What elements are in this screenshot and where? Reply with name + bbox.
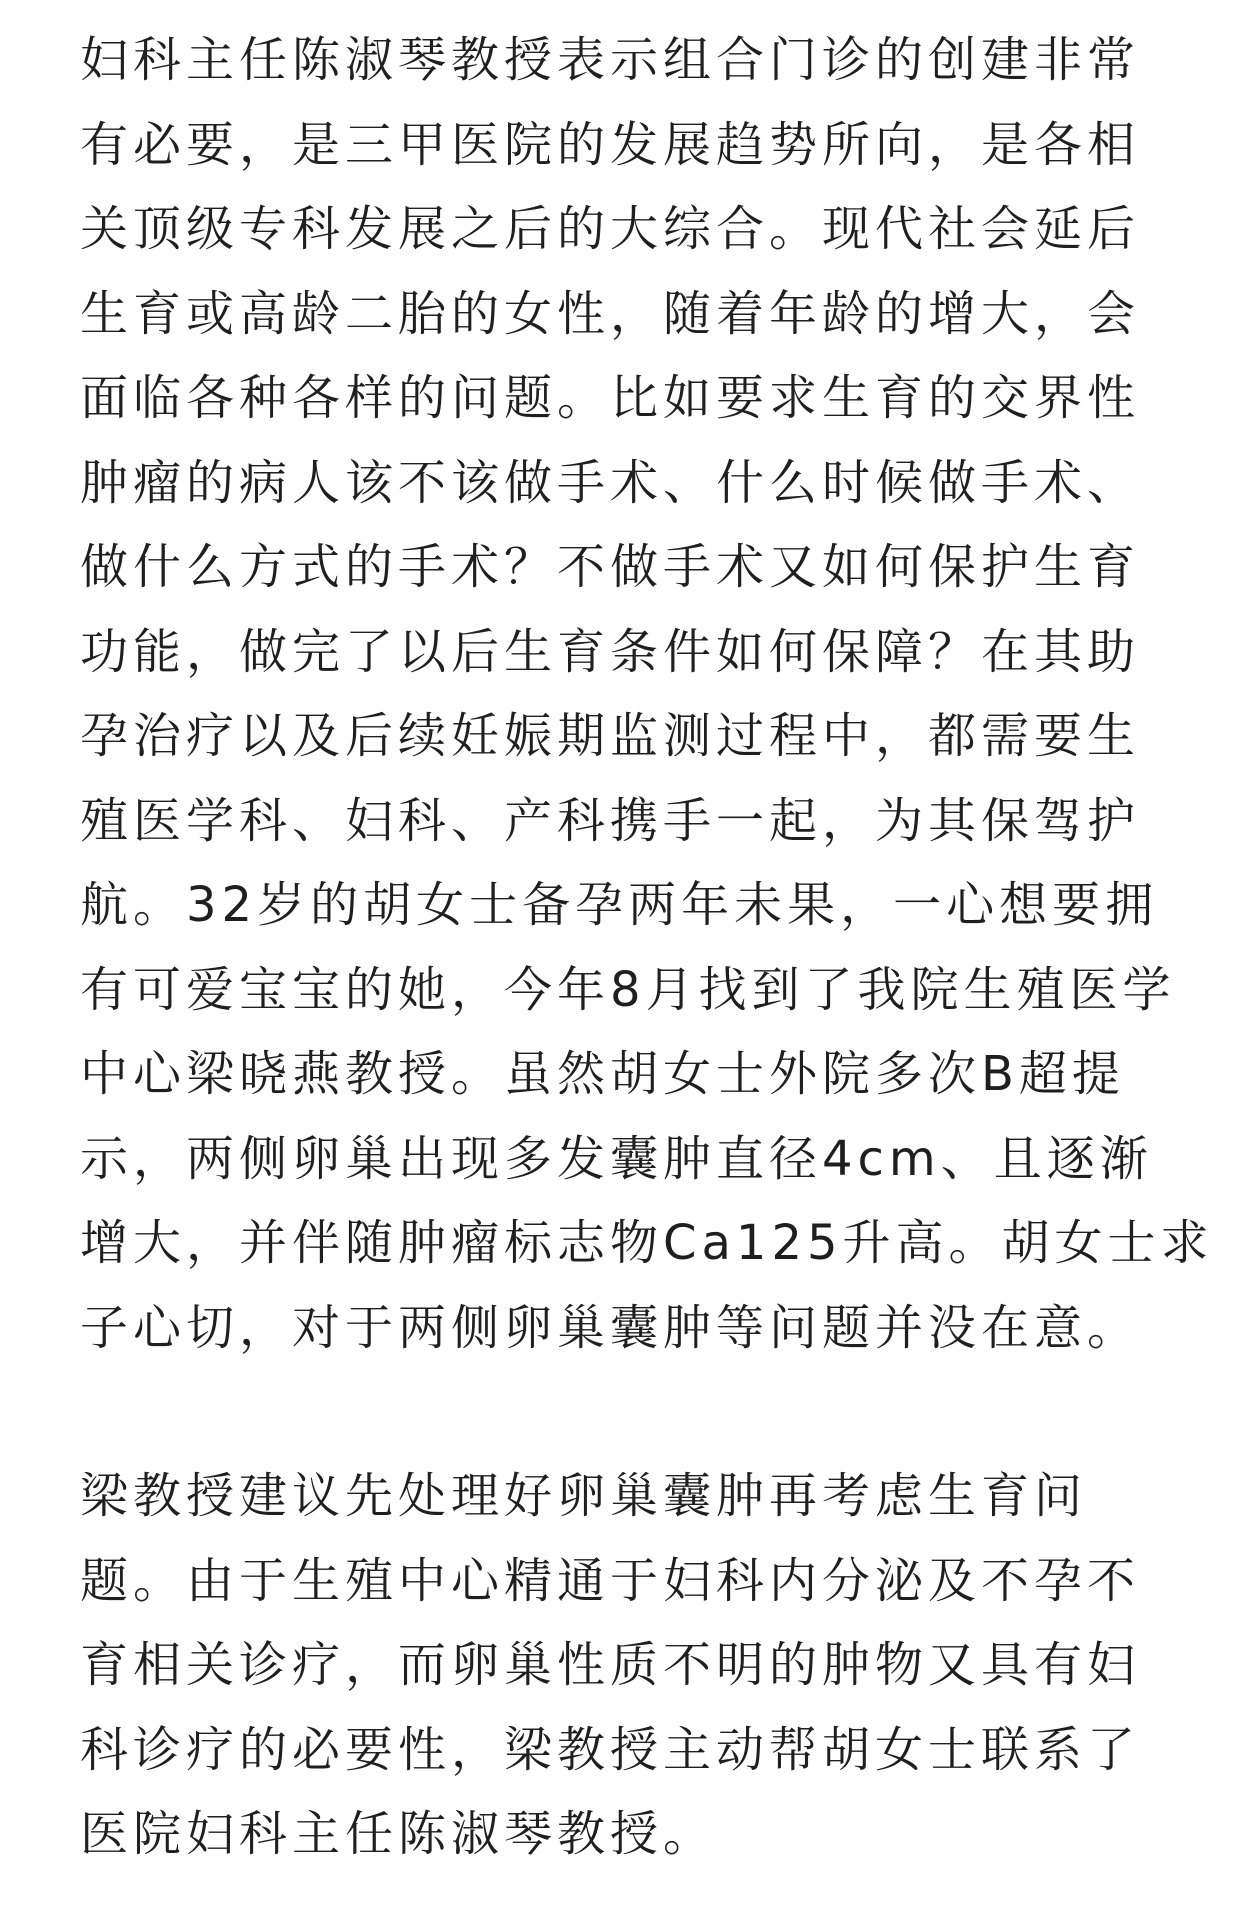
text-line: 有可爱宝宝的她，今年8月找到了我院生殖医学 (80, 961, 1176, 1018)
text-line: 关顶级专科发展之后的大综合。现代社会延后 (80, 201, 1141, 257)
text-line: 有必要，是三甲医院的发展趋势所向，是各相 (80, 116, 1141, 173)
text-line: 生育或高龄二胎的女性，随着年龄的增大，会 (80, 285, 1141, 342)
article-body (80, 18, 1214, 1877)
text-line: 孕治疗以及后续妊娠期监测过程中，都需要生 (80, 708, 1141, 764)
paragraph-2 (80, 1454, 1162, 1877)
text-line: 航。32岁的胡女士备孕两年未果，一心想要拥 (80, 877, 1159, 933)
text-line: 医院妇科主任陈淑琴教授。 (80, 1806, 717, 1862)
text-line: 示，两侧卵巢出现多发囊肿直径4cm、且逐渐 (80, 1130, 1153, 1187)
text-line: 增大，并伴随肿瘤标志物Ca125升高。胡女士求 (80, 1215, 1214, 1271)
text-line: 做什么方式的手术？不做手术又如何保护生育 (80, 539, 1141, 595)
paragraph-1 (80, 18, 1214, 1370)
text-line: 育相关诊疗，而卵巢性质不明的肿物又具有妇 (80, 1637, 1141, 1693)
text-line: 中心梁晓燕教授。虽然胡女士外院多次B超提 (80, 1046, 1125, 1102)
text-line: 妇科主任陈淑琴教授表示组合门诊的创建非常 (80, 32, 1141, 88)
text-line: 梁教授建议先处理好卵巢囊肿再考虑生育问 (80, 1468, 1088, 1524)
text-line: 题。由于生殖中心精通于妇科内分泌及不孕不 (80, 1552, 1141, 1609)
text-line: 面临各种各样的问题。比如要求生育的交界性 (80, 370, 1141, 426)
text-line: 功能，做完了以后生育条件如何保障？在其助 (80, 623, 1141, 680)
text-line: 肿瘤的病人该不该做手术、什么时候做手术、 (80, 454, 1141, 511)
text-line: 科诊疗的必要性，梁教授主动帮胡女士联系了 (80, 1721, 1141, 1778)
text-line: 子心切，对于两侧卵巢囊肿等问题并没在意。 (80, 1299, 1141, 1356)
text-line: 殖医学科、妇科、产科携手一起，为其保驾护 (80, 792, 1141, 849)
